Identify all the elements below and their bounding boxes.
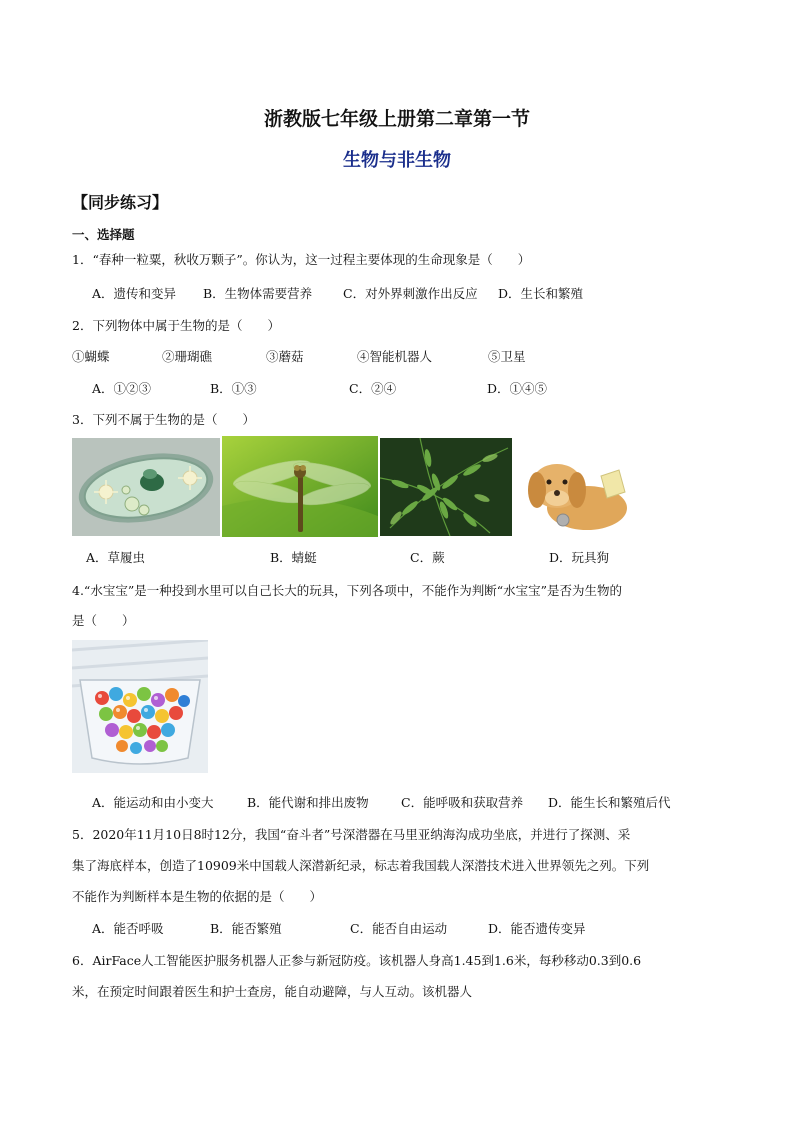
q3-option-d: D．玩具狗 xyxy=(549,550,610,565)
q4-option-a: A．能运动和由小变大 xyxy=(92,795,214,810)
section-heading: 【同步练习】 xyxy=(72,193,169,212)
q2-item-1: ①蝴蝶 xyxy=(72,349,110,364)
q1-option-a: A．遗传和变异 xyxy=(92,286,177,301)
q2-option-c: C．②④ xyxy=(349,381,397,396)
q3-option-a: A．草履虫 xyxy=(86,550,146,565)
q2-item-3: ③蘑菇 xyxy=(266,349,304,364)
q3-option-b: B．蜻蜓 xyxy=(270,550,317,565)
q5-option-b: B．能否繁殖 xyxy=(210,921,282,936)
fern-image xyxy=(380,438,512,536)
q1-stem: 1．“春种一粒粟，秋收万颗子”。你认为，这一过程主要体现的生命现象是（ ） xyxy=(72,252,531,267)
dragonfly-image xyxy=(222,436,378,537)
q1-option-c: C．对外界刺激作出反应 xyxy=(343,286,478,301)
page-subtitle: 生物与非生物 xyxy=(343,150,451,171)
water-beads-image xyxy=(72,640,208,773)
q5-option-a: A．能否呼吸 xyxy=(92,921,164,936)
page-title: 浙教版七年级上册第二章第一节 xyxy=(263,108,530,130)
paramecium-image xyxy=(72,438,220,536)
q3-option-c: C．蕨 xyxy=(410,550,445,565)
q4-stem-line1: 4.“水宝宝”是一种投到水里可以自己长大的玩具，下列各项中，不能作为判断“水宝宝”是否为生物的 xyxy=(72,583,622,598)
q2-option-d: D．①④⑤ xyxy=(487,381,548,396)
q1-option-b: B．生物体需要营养 xyxy=(203,286,313,301)
q2-stem: 2．下列物体中属于生物的是（ ） xyxy=(72,318,280,333)
q5-line1: 5．2020年11月10日8时12分，我国“奋斗者”号深潜器在马里亚纳海沟成功坐底，并进行了探测、采 xyxy=(72,827,631,842)
q2-item-5: ⑤卫星 xyxy=(488,349,526,364)
q5-option-d: D．能否遗传变异 xyxy=(488,921,586,936)
q6-line1: 6．AirFace人工智能医护服务机器人正参与新冠防疫。该机器人身高1.45到1.6米，每秒移动0.3到0.6 xyxy=(72,953,642,968)
q6-line2: 米，在预定时间跟着医生和护士查房，能自动避障，与人互动。该机器人 xyxy=(72,984,473,999)
q4-option-c: C．能呼吸和获取营养 xyxy=(401,795,524,810)
q2-item-4: ④智能机器人 xyxy=(357,349,433,364)
q5-line2: 集了海底样本，创造了10909米中国载人深潜新纪录，标志着我国载人深潜技术进入世界领先之列。下列 xyxy=(72,858,650,873)
q5-line3: 不能作为判断样本是生物的依据的是（ ） xyxy=(72,889,323,904)
q2-option-a: A．①②③ xyxy=(92,381,152,396)
q2-item-2: ②珊瑚礁 xyxy=(162,349,213,364)
q4-stem-line2: 是（ ） xyxy=(72,613,135,628)
question-type-heading: 一、选择题 xyxy=(72,227,135,242)
toy-dog-image xyxy=(515,436,639,537)
q5-option-c: C．能否自由运动 xyxy=(350,921,448,936)
q1-option-d: D．生长和繁殖 xyxy=(498,286,584,301)
q4-option-b: B．能代谢和排出废物 xyxy=(247,795,369,810)
q4-option-d: D．能生长和繁殖后代 xyxy=(548,795,671,810)
q3-stem: 3．下列不属于生物的是（ ） xyxy=(72,412,255,427)
q2-option-b: B．①③ xyxy=(210,381,257,396)
